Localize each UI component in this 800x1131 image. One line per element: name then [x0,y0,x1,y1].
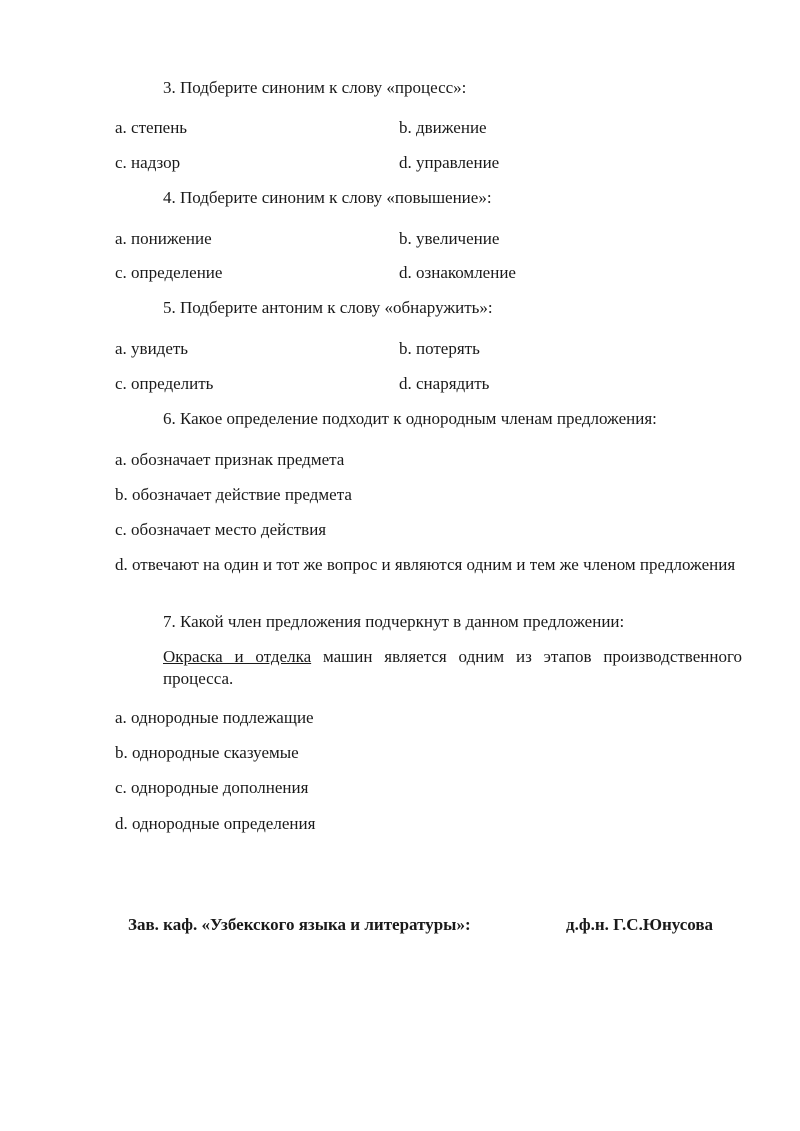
question-3: 3. Подберите синоним к слову «процесс»: [163,78,467,97]
q6-option-c: c. обозначает место действия [115,520,327,539]
q3-option-c: c. надзор [115,153,181,172]
q6-option-b: b. обозначает действие предмета [115,485,352,504]
q5-option-b: b. потерять [399,339,480,358]
q7-option-b: b. однородные сказуемые [115,743,299,762]
q7-sentence-rest: машин является одним из этапов производственного процесса. [163,647,743,688]
q5-option-a: a. увидеть [115,339,189,358]
footer-signatory: д.ф.н. Г.С.Юнусова [566,915,714,934]
q3-option-b: b. движение [399,118,487,137]
q3-option-a: a. степень [115,118,188,137]
question-6: 6. Какое определение подходит к однородным членам предложения: [163,409,657,428]
q7-underlined-subject: Окраска и отделка [163,647,312,666]
question-7: 7. Какой член предложения подчеркнут в данном предложении: [163,612,625,631]
q4-option-c: c. определение [115,263,223,282]
q7-sentence [163,646,742,690]
q6-option-a: a. обозначает признак предмета [115,450,345,469]
q5-option-c: c. определить [115,374,214,393]
q6-option-d: d. отвечают на один и тот же вопрос и являются одним и тем же членом предложения [115,555,736,574]
q4-option-a: a. понижение [115,229,212,248]
question-5: 5. Подберите антоним к слову «обнаружить»: [163,298,493,317]
q7-option-c: c. однородные дополнения [115,778,309,797]
q4-option-d: d. ознакомление [399,263,516,282]
question-4: 4. Подберите синоним к слову «повышение»: [163,188,492,207]
q7-option-d: d. однородные определения [115,814,316,833]
q4-option-b: b. увеличение [399,229,500,248]
q5-option-d: d. снарядить [399,374,490,393]
q3-option-d: d. управление [399,153,500,172]
footer-department: Зав. каф. «Узбекского языка и литературы»: [128,915,471,934]
q7-option-a: a. однородные подлежащие [115,708,314,727]
